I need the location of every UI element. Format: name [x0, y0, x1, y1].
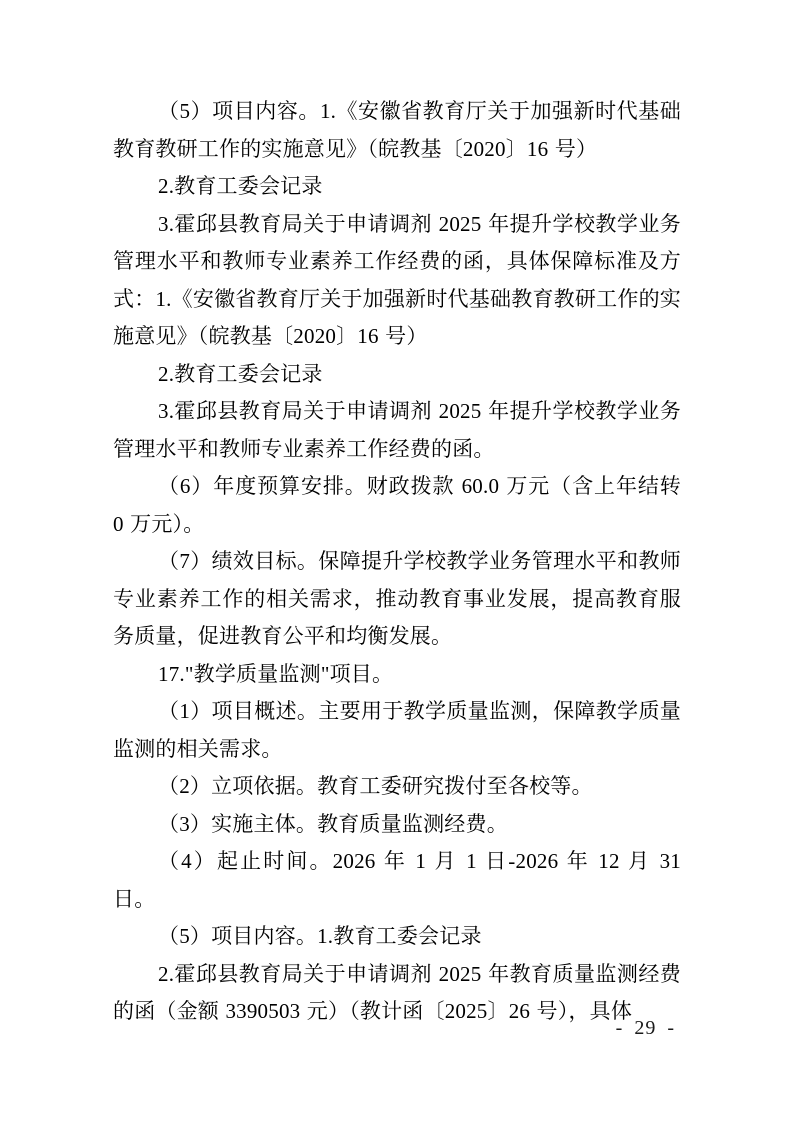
paragraph: （2）立项依据。教育工委研究拨付至各校等。: [158, 774, 593, 798]
paragraph: （1）项目概述。主要用于教学质量监测，保障教学质量监测的相关需求。: [113, 699, 681, 761]
paragraph: 3.霍邱县教育局关于申请调剂 2025 年提升学校教学业务管理水平和教师专业素养工作经费的函，具体保障标准及方式：1.《安徽省教育厅关于加强新时代基础教育教研工作的实施意见》（皖教基〔2020〕16 号）: [113, 211, 681, 348]
paragraph: （3）实施主体。教育质量监测经费。: [158, 811, 508, 836]
paragraph: （6）年度预算安排。财政拨款 60.0 万元（含上年结转 0 万元）。: [113, 474, 681, 536]
paragraph: 3.霍邱县教育局关于申请调剂 2025 年提升学校教学业务管理水平和教师专业素养工作经费的函。: [113, 399, 681, 461]
paragraph: 2.霍邱县教育局关于申请调剂 2025 年教育质量监测经费的函（金额 3390503 元）（教计函〔2025〕26 号），具体: [113, 961, 681, 1023]
paragraph: （4）起止时间。2026 年 1 月 1 日-2026 年 12 月 31 日。: [113, 849, 681, 911]
paragraph: （7）绩效目标。保障提升学校教学业务管理水平和教师专业素养工作的相关需求，推动教育事业发展，提高教育服务质量，促进教育公平和均衡发展。: [113, 549, 681, 648]
paragraph: （5）项目内容。1.教育工委会记录: [158, 924, 482, 948]
page-number: - 29 -: [615, 1017, 675, 1039]
paragraph: 17."教学质量监测"项目。: [158, 661, 394, 686]
paragraph: 2.教育工委会记录: [158, 361, 323, 386]
paragraph: （5）项目内容。1.《安徽省教育厅关于加强新时代基础教育教研工作的实施意见》（皖教基〔2020〕16 号）: [113, 99, 681, 161]
document-body: [113, 93, 681, 1031]
paragraph: 2.教育工委会记录: [158, 174, 323, 198]
